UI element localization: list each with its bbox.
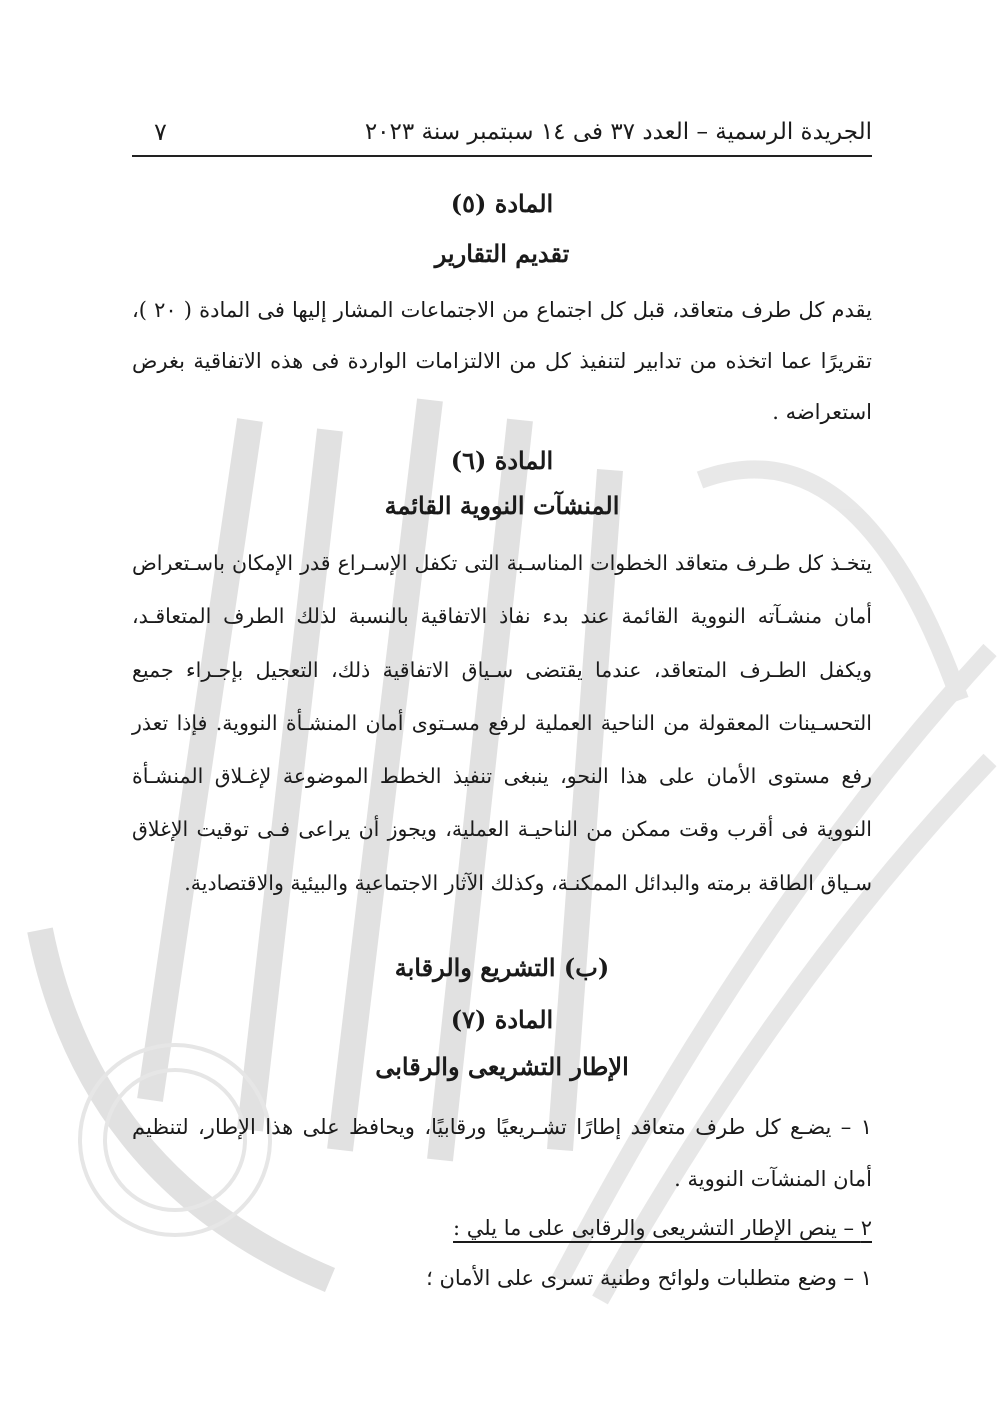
header-title: الجريدة الرسمية – العدد ٣٧ فى ١٤ سبتمبر سنة ٢٠٢٣ [364,119,872,145]
article-7-heading: المادة (٧) [450,1005,554,1034]
article-7-paragraph-1: ١ – يضـع كل طرف متعاقد إطارًا تشـريعيًا ورقابيًا، ويحافظ على هذا الإطار، لتنظيم أمان المنشآت النووية . [132,1115,872,1191]
page-header [132,114,872,154]
page-number: ٧ [154,118,167,146]
article-7-paragraph-2-text: ٢ – ينص الإطار التشريعى والرقابى على ما يلي : [453,1216,872,1240]
article-5-text: يقدم كل طرف متعاقد، قبل كل اجتماع من الاجتماعات المشار إليها فى المادة ( ٢٠ )، تقريرًا عما اتخذه من تدابير لتنفيذ كل من الالتزامات الواردة فى هذه الاتفاقية بغرض استعراضه . [132,298,872,424]
section-b-title: (ب) التشريع والرقابة [394,953,610,982]
article-6-heading: المادة (٦) [450,446,554,475]
article-5-heading: المادة (٥) [450,189,554,218]
article-7-paragraph-3: ١ – وضع متطلبات ولوائح وطنية تسرى على الأمان ؛ [426,1266,872,1290]
article-5-title: تقديم التقارير [434,239,570,268]
header-divider [132,155,872,157]
article-6-text: يتخـذ كل طـرف متعاقد الخطوات المناسـبة التى تكفل الإسـراع قدر الإمكان باسـتعراض أمان منشـآته النووية القائمة عند بدء نفاذ الاتفاقية بالنسبة لذلك الطرف المتعاقـد، ويكفل الطـرف المتعاقد، عندما يقتضى سـياق الاتفاقية ذلك، التعجيل بإجـراء جميع التحسـينات المعقولة من الناحية العملية لرفع مسـتوى أمان المنشـأة النووية. فإذا تعذر رفع مستوى الأمان على هذا النحو، ينبغى تنفيذ الخطط الموضوعة لإغـلاق المنشـأة النووية فى أقرب وقت ممكن من الناحيـة العملية، ويجوز أن يراعى فـى توقيت الإغلاق سـياق الطاقة برمته والبدائل الممكنـة، وكذلك الآثار الاجتماعية والبيئية والاقتصادية. [132,551,872,895]
article-7-title: الإطار التشريعى والرقابى [375,1052,629,1081]
article-6-title: المنشآت النووية القائمة [384,491,620,520]
article-7-paragraph-2 [132,1208,872,1248]
